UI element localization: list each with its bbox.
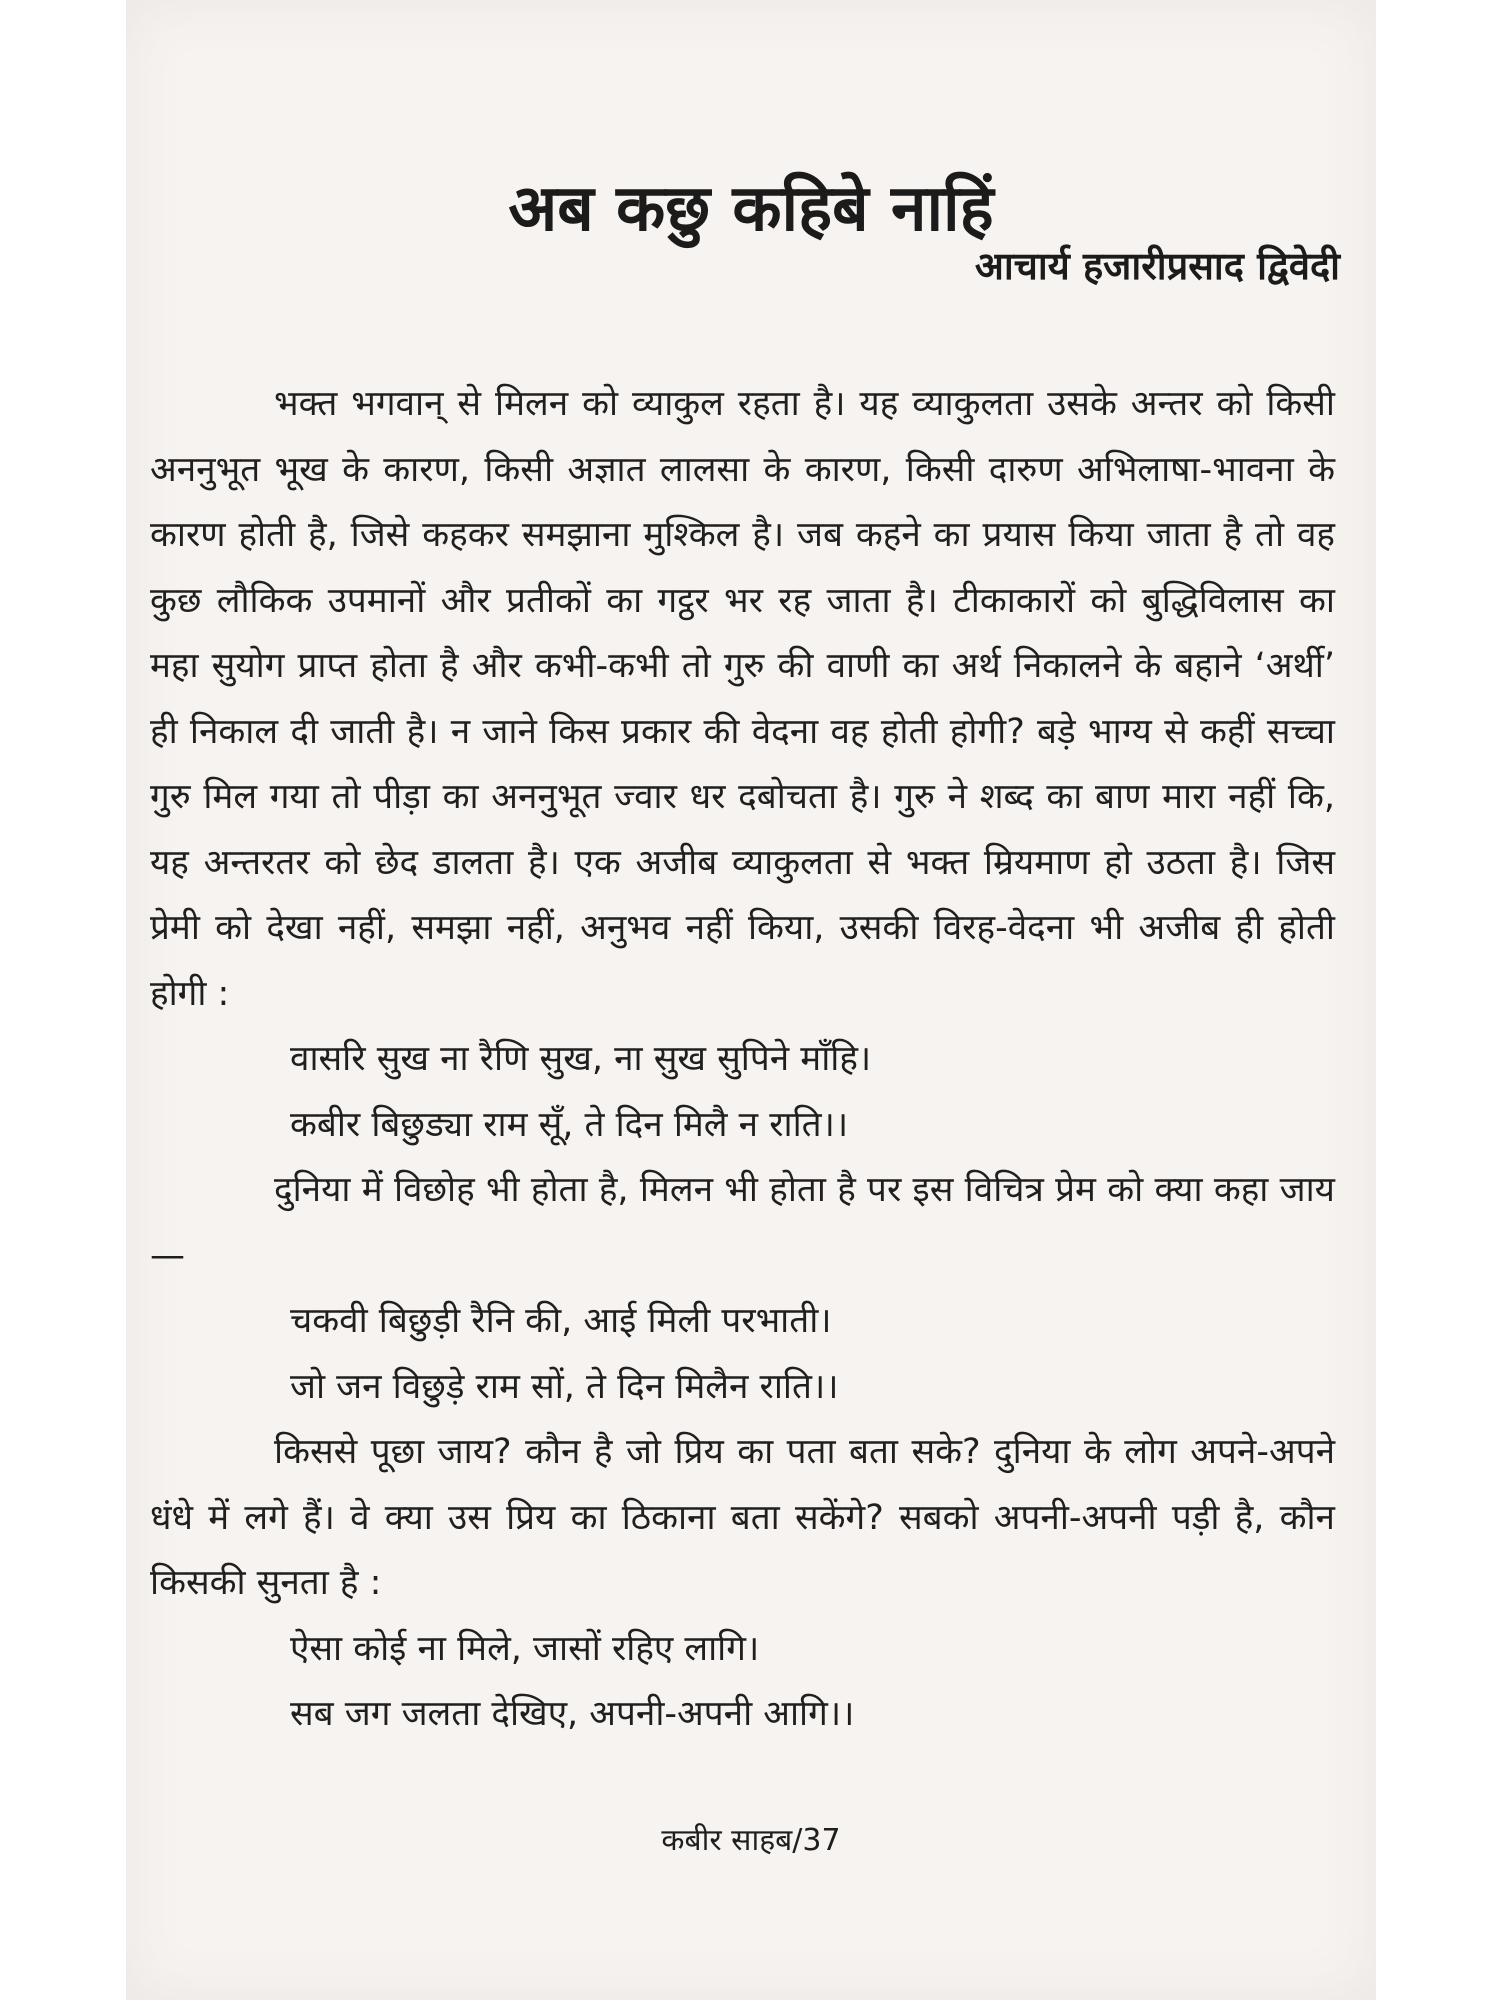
couplet-2-line-2: जो जन विछुड़े राम सों, ते दिन मिलैन राति।। <box>290 1366 839 1407</box>
paragraph-2: दुनिया में विछोह भी होता है, मिलन भी होता है पर इस विचित्र प्रेम को क्या कहा जाय— <box>150 1170 1335 1276</box>
couplet-1-line-1: वासरि सुख ना रैणि सुख, ना सुख सुपिने माँहि। <box>290 1039 872 1079</box>
couplet-1-line-2: कबीर बिछुड्या राम सूँ, ते दिन मिलै न राति।। <box>290 1104 849 1145</box>
paragraph-3: किससे पूछा जाय? कौन है जो प्रिय का पता बता सके? दुनिया के लोग अपने-अपने धंधे में लगे हैं। वे क्या उस प्रिय का ठिकाना बता सकेंगे? सबको अपनी-अपनी पड़ी है, कौन किसकी सुनता है : <box>150 1432 1335 1603</box>
chapter-title: अब कछु कहिबे नाहिं <box>508 171 994 246</box>
couplet-3 <box>150 1617 1335 1748</box>
couplet-2 <box>150 1289 1335 1420</box>
couplet-3-line-1: ऐसा कोई ना मिले, जासों रहिए लागि। <box>290 1628 760 1669</box>
couplet-2-line-1: चकवी बिछुड़ी रैनि की, आई मिली परभाती। <box>290 1301 832 1341</box>
page-footer: कबीर साहब/37 <box>661 1823 841 1858</box>
couplet-1 <box>150 1027 1335 1158</box>
body-text <box>150 372 1335 1748</box>
couplet-3-line-2: सब जग जलता देखिए, अपनी-अपनी आगि।। <box>290 1694 855 1734</box>
paragraph-1: भक्त भगवान् से मिलन को व्याकुल रहता है। यह व्याकुलता उसके अन्तर को किसी अननुभूत भूख के कारण, किसी अज्ञात लालसा के कारण, किसी दारुण अभिलाषा-भावना के कारण होती है, जिसे कहकर समझाना मुश्किल है। जब कहने का प्रयास किया जाता है तो वह कुछ लौकिक उपमानों और प्रतीकों का गट्ठर भर रह जाता है। टीकाकारों को बुद्धिविलास का महा सुयोग प्राप्त होता है और कभी-कभी तो गुरु की वाणी का अर्थ निकालने के बहाने ‘अर्थी’ ही निकाल दी जाती है। न जाने किस प्रकार की वेदना वह होती होगी? बड़े भाग्य से कहीं सच्चा गुरु मिल गया तो पीड़ा का अननुभूत ज्वार धर दबोचता है। गुरु ने शब्द का बाण मारा नहीं कि, यह अन्तरतर को छेद डालता है। एक अजीब व्याकुलता से भक्त म्रियमाण हो उठता है। जिस प्रेमी को देखा नहीं, समझा नहीं, अनुभव नहीं किया, उसकी विरह-वेदना भी अजीब ही होती होगी : <box>150 384 1335 1014</box>
author-name: आचार्य हजारीप्रसाद द्विवेदी <box>974 244 1340 288</box>
